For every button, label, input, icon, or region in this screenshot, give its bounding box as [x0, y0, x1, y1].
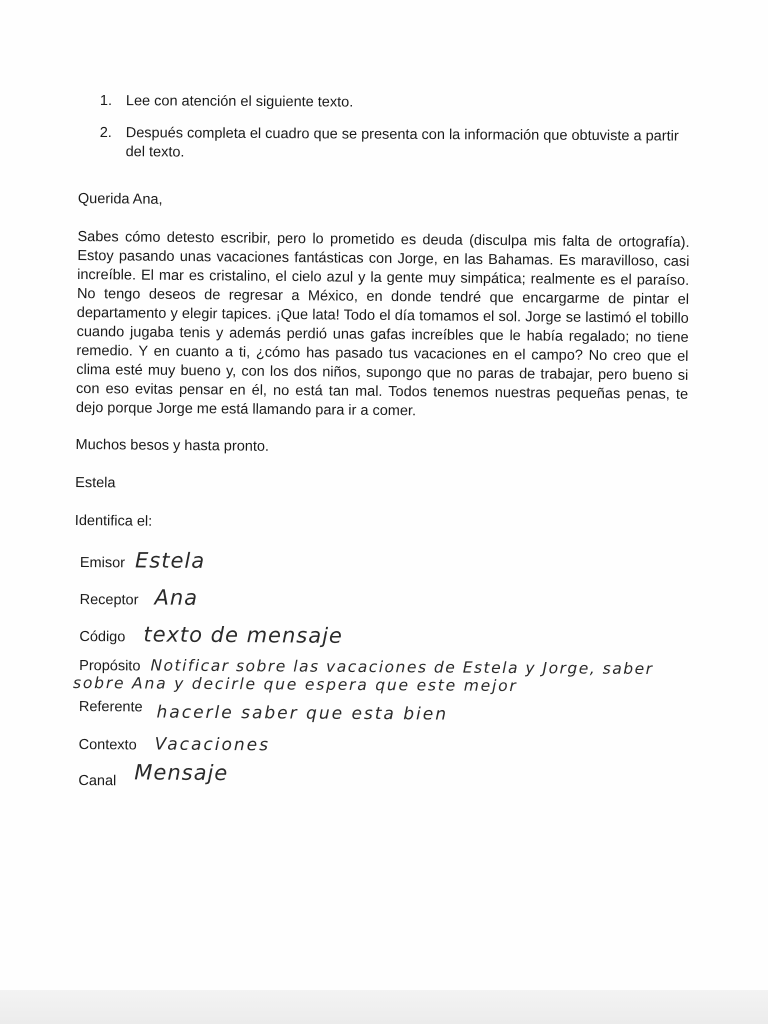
letter	[75, 190, 690, 537]
field-label: Emisor	[79, 554, 126, 572]
instruction-item-1	[100, 92, 680, 115]
field-label: Receptor	[79, 591, 139, 609]
letter-greeting: Querida Ana,	[77, 190, 163, 208]
letter-signature: Estela	[75, 474, 116, 492]
handwritten-answer: Mensaje	[134, 760, 229, 786]
field-referente	[78, 696, 449, 725]
handwritten-answer: Vacaciones	[154, 734, 271, 756]
instructions-list	[99, 92, 679, 179]
instruction-number: 2.	[99, 124, 112, 142]
field-label: Código	[79, 628, 126, 646]
scan-bottom-edge	[0, 990, 768, 1024]
field-contexto	[79, 734, 271, 755]
field-codigo	[79, 622, 343, 648]
identify-prompt: Identifica el:	[74, 512, 153, 530]
instruction-text: Después completa el cuadro que se presenta con la información que obtuviste a partir del texto.	[125, 125, 679, 161]
handwritten-answer: hacerle saber que esta bien	[156, 702, 449, 725]
letter-closing: Muchos besos y hasta pronto.	[75, 436, 270, 455]
handwritten-answer: Ana	[154, 585, 199, 610]
handwritten-answer: texto de mensaje	[143, 622, 343, 648]
handwritten-answer: Notificar sobre las vacaciones de Estela y Jorge, saber	[150, 656, 654, 679]
field-canal	[78, 760, 229, 791]
letter-body: Sabes cómo detesto escribir, pero lo prometido es deuda (disculpa mis falta de ortografía). Estoy pasando unas vacaciones fantásticas con Jorge, en las Bahamas. Es maravilloso, casi increíble. El mar es cristalino, el cielo azul y la gente muy simpática; realmente es el paraíso. No tengo deseos de regresar a México, en donde tendré que encargarme de pintar el departamento y elegir tapices. ¡Que lata! Todo el día tomamos el sol. Jorge se lastimó el tobillo cuando jugaba tenis y además perdió unas gafas increíbles que le había regalado; no tiene remedio. Y en cuanto a ti, ¿cómo has pasado tus vacaciones en el campo? No creo que el clima esté muy bueno y, con los dos niños, supongo que no paras de trabajar, pero bueno si con eso evitas pensar en él, no está tan mal. Todos tenemos nuestras pequeñas penas, te dejo porque Jorge me está llamando para ir a comer.	[75, 228, 690, 420]
field-label: Canal	[78, 772, 117, 790]
handwritten-answer: sobre Ana y decirle que espera que este mejor	[72, 673, 518, 696]
instruction-number: 1.	[99, 92, 113, 110]
handwritten-answer: Estela	[134, 548, 206, 573]
instruction-item-2	[100, 124, 680, 166]
answer-fields	[72, 548, 720, 790]
field-label: Referente	[78, 698, 143, 716]
field-proposito-continued	[73, 674, 518, 695]
field-label: Propósito	[79, 657, 141, 675]
field-emisor	[80, 548, 205, 573]
field-label: Contexto	[78, 736, 137, 754]
field-receptor	[80, 585, 199, 610]
instruction-text: Lee con atención el siguiente texto.	[125, 93, 354, 111]
